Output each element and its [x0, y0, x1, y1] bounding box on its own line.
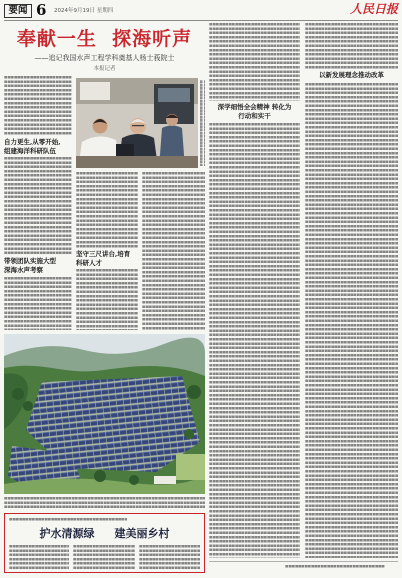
body-text [4, 157, 72, 255]
feature-byline: 本报记者 [93, 66, 116, 72]
feature-headline: 奉献一生 探海听声 [16, 28, 193, 50]
body-text [305, 83, 398, 558]
tree [94, 470, 106, 482]
tree [12, 388, 24, 400]
solar-farm-photo [4, 334, 205, 494]
tree [187, 385, 201, 399]
body-text [76, 269, 138, 330]
tree [129, 475, 139, 485]
feature-subheadline: ——追记我国水声工程学科奠基人杨士莪院士 [34, 54, 175, 62]
editor-credit [285, 565, 385, 568]
boxed-story [4, 513, 205, 573]
tree [184, 429, 194, 439]
right-subhead-1: 深学细悟全会精神 转化为 行动和实干 [217, 103, 292, 120]
window-light [80, 82, 110, 100]
farm-building [154, 476, 176, 484]
tree [23, 401, 33, 411]
photo-caption [4, 497, 205, 510]
desk [76, 156, 198, 168]
body-text [73, 545, 135, 571]
equipment-panel [158, 88, 190, 102]
body-text [142, 172, 205, 330]
feature-subhead-1: 自力更生,从零开始, 组建海洋科研队伍 [4, 138, 61, 155]
boxed-story-kicker [9, 518, 127, 522]
masthead-logo: 人民日报 [349, 2, 398, 16]
body-text [305, 23, 398, 69]
body-text [76, 172, 138, 248]
header-rule [4, 20, 398, 21]
lab-photo [76, 78, 198, 168]
glasses [132, 125, 144, 126]
issue-date: 2024年9月19日 星期四 [54, 8, 114, 14]
footer-rule [209, 561, 398, 562]
feature-subhead-2: 带领团队实施大型 深海水声考察 [4, 257, 56, 274]
body-text [139, 545, 200, 571]
body-text [4, 76, 72, 136]
monitor [116, 144, 134, 156]
body-text [209, 123, 300, 558]
field-patch [176, 454, 205, 480]
photo-caption-vertical [200, 80, 205, 166]
section-label: 要闻 [4, 4, 32, 18]
feature-subhead-3: 坚守三尺讲台,培育 科研人才 [76, 250, 131, 267]
boxed-story-headline: 护水清源绿 建美丽乡村 [39, 527, 170, 540]
body-text [4, 277, 72, 330]
body-text [209, 23, 300, 101]
page-number: 6 [36, 1, 47, 19]
right-subhead-2: 以新发展理念推动改革 [319, 71, 384, 79]
body-text [9, 545, 69, 571]
